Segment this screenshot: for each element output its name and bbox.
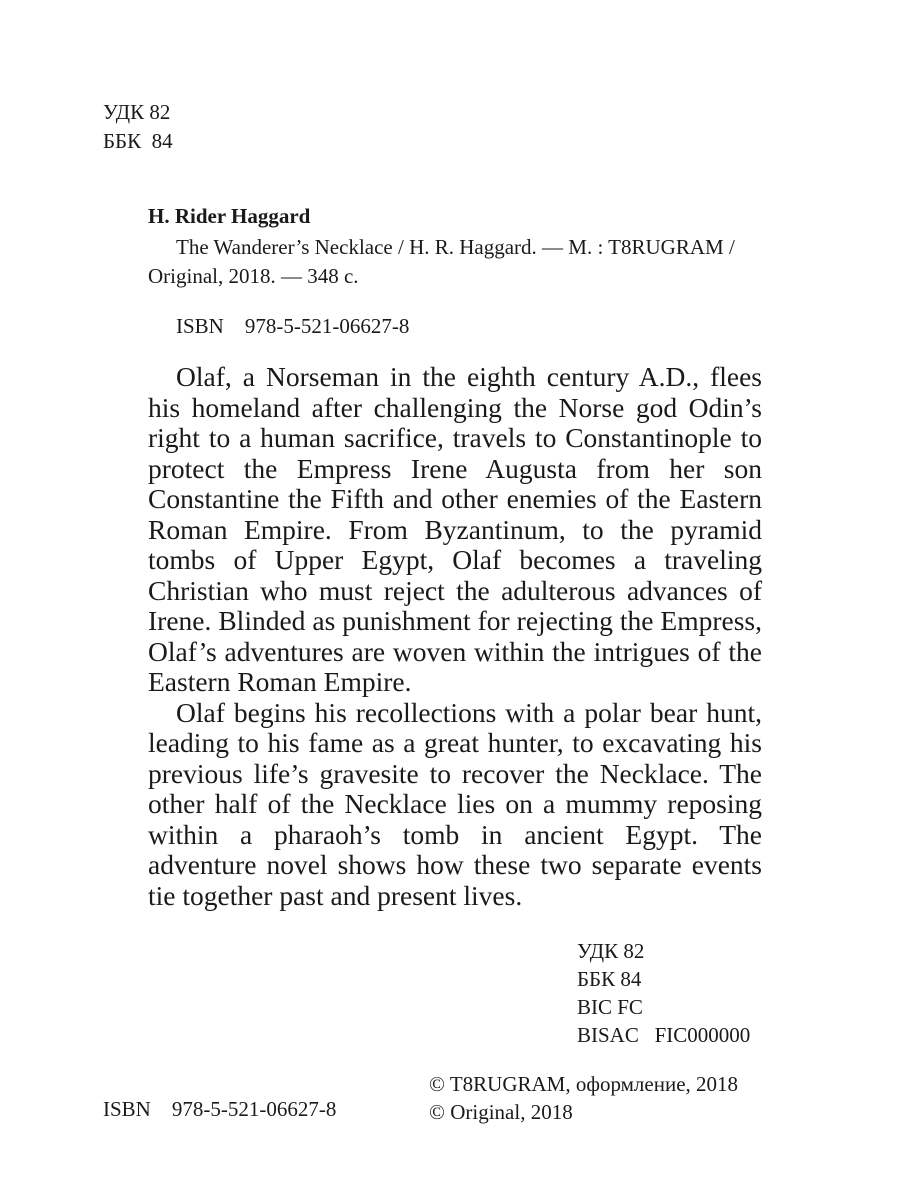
author-name: H. Rider Haggard (148, 204, 311, 228)
annotation-paragraph-2: Olaf begins his recollections with a polar bear hunt, leading to his fame as a great hunter, to excavating his previous life’s gravesite to recover the Necklace. The other half of the Necklace lies on a mummy reposing within a pharaoh’s tomb in ancient Egypt. The adventure novel shows how these two separate events tie together past and present lives. (148, 696, 762, 911)
bbk-code: ББК 84 (103, 129, 173, 153)
bibliographic-title-line: The Wanderer’s Necklace / H. R. Haggard. — M. : T8RUGRAM / (176, 235, 735, 259)
annotation (148, 362, 762, 911)
copyright-line-2: © Original, 2018 (429, 1100, 573, 1124)
udk-code: УДК 82 (103, 100, 171, 124)
copyright-notice (429, 1070, 738, 1126)
classification-codes-top (103, 98, 173, 156)
bibliographic-publisher-line: Original, 2018. — 348 с. (148, 264, 359, 288)
bic-code: BIC FC (577, 995, 643, 1019)
classification-codes-bottom (577, 937, 750, 1049)
isbn-top: ISBN 978-5-521-06627-8 (176, 314, 410, 338)
copyright-line-1: © T8RUGRAM, оформление, 2018 (429, 1072, 739, 1096)
bibliographic-record (148, 233, 768, 291)
bbk-code: ББК 84 (577, 967, 642, 991)
bisac-code: BISAC FIC000000 (577, 1023, 751, 1047)
udk-code: УДК 82 (577, 939, 645, 963)
isbn-bottom: ISBN 978-5-521-06627-8 (103, 1097, 337, 1121)
annotation-paragraph-1: Olaf, a Norseman in the eighth century A.D., flees his homeland after challenging the Norse god Odin’s right to a human sacrifice, travels to Constantinople to protect the Empress Irene Augusta from her son Constantine the Fifth and other enemies of the Eastern Roman Empire. From Byzantinum, to the pyramid tombs of Upper Egypt, Olaf becomes a traveling Christian who must reject the adulterous advances of Irene. Blinded as punishment for rejecting the Empress, Olaf’s adventures are woven within the intrigues of the Eastern Roman Empire. (148, 361, 762, 697)
